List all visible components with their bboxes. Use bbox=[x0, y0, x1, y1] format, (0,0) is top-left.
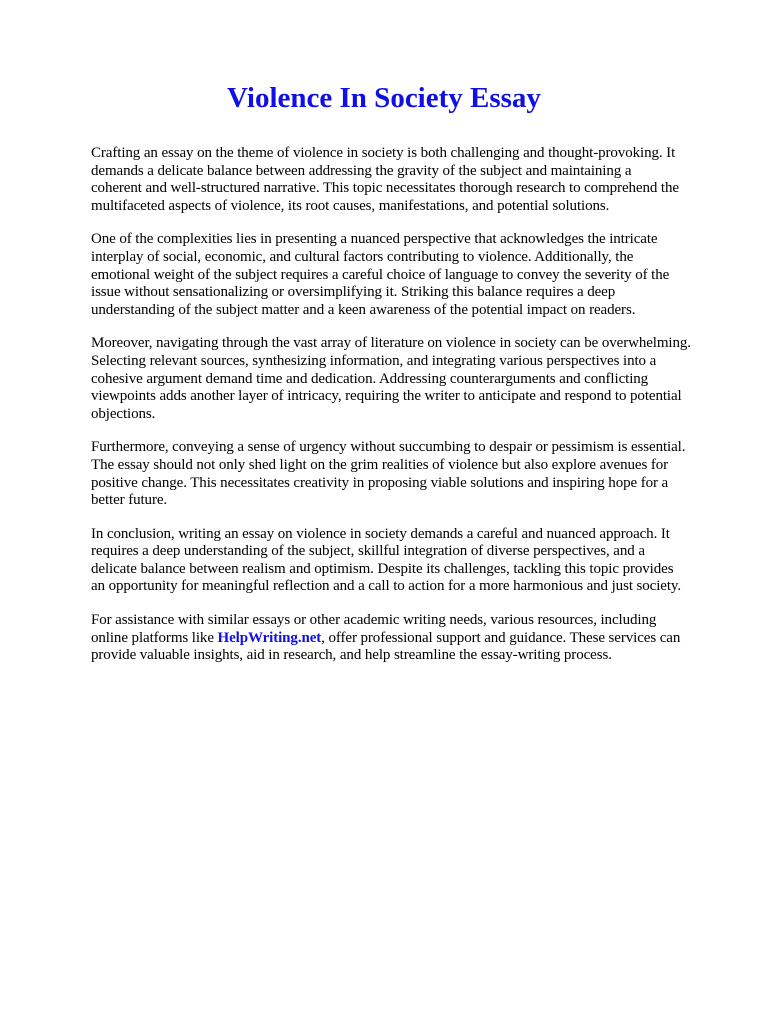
paragraph-line: emotional weight of the subject requires a careful choice of language to convey the severity of the bbox=[91, 266, 670, 283]
paragraph-line: Moreover, navigating through the vast array of literature on violence in society can be overwhelming. bbox=[91, 335, 691, 352]
paragraph-line: provide valuable insights, aid in research, and help streamline the essay-writing process. bbox=[91, 647, 612, 664]
text-before-link: online platforms like bbox=[91, 629, 218, 646]
paragraph-line: The essay should not only shed light on the grim realities of violence but also explore avenues for bbox=[91, 456, 669, 473]
paragraph-1 bbox=[91, 145, 727, 215]
page-title: Violence In Society Essay bbox=[227, 82, 541, 114]
paragraph-line: better future. bbox=[91, 492, 168, 509]
paragraph-line: multifaceted aspects of violence, its root causes, manifestations, and potential solutions. bbox=[91, 197, 610, 214]
text-after-link: , offer professional support and guidance. These services can bbox=[321, 629, 681, 646]
paragraph-line: objections. bbox=[91, 405, 156, 422]
essay-body bbox=[91, 145, 727, 681]
paragraph-line: cohesive argument demand time and dedication. Addressing counterarguments and conflicting bbox=[91, 370, 649, 387]
paragraph-line: viewpoints adds another layer of intricacy, requiring the writer to anticipate and respond to potential bbox=[91, 388, 682, 405]
paragraph-line: coherent and well-structured narrative. This topic necessitates thorough research to comprehend the bbox=[91, 180, 679, 197]
paragraph-line: Furthermore, conveying a sense of urgency without succumbing to despair or pessimism is essential. bbox=[91, 439, 686, 456]
paragraph-line: requires a deep understanding of the subject, skillful integration of diverse perspectives, and a bbox=[91, 543, 645, 560]
paragraph-line: demands a delicate balance between addressing the gravity of the subject and maintaining a bbox=[91, 162, 632, 179]
paragraph-line: interplay of social, economic, and cultural factors contributing to violence. Additionally, the bbox=[91, 248, 634, 265]
paragraph-line: Crafting an essay on the theme of violence in society is both challenging and thought-provoking. It bbox=[91, 145, 676, 161]
paragraph-2 bbox=[91, 231, 727, 319]
paragraph-line: understanding of the subject matter and a keen awareness of the potential impact on readers. bbox=[91, 301, 636, 318]
paragraph-line: positive change. This necessitates creativity in proposing viable solutions and inspiring hope for a bbox=[91, 474, 669, 491]
paragraph-line: delicate balance between realism and optimism. Despite its challenges, tackling this topic provides bbox=[91, 560, 674, 577]
paragraph-line: In conclusion, writing an essay on violence in society demands a careful and nuanced approach. It bbox=[91, 525, 670, 542]
paragraph-line-with-link bbox=[91, 630, 727, 648]
paragraph-6 bbox=[91, 612, 727, 665]
paragraph-line: For assistance with similar essays or other academic writing needs, various resources, including bbox=[91, 612, 657, 629]
paragraph-line: One of the complexities lies in presenting a nuanced perspective that acknowledges the intricate bbox=[91, 231, 658, 248]
paragraph-4 bbox=[91, 439, 727, 509]
paragraph-line: an opportunity for meaningful reflection and a call to action for a more harmonious and just society. bbox=[91, 578, 681, 595]
paragraph-line: issue without sensationalizing or oversimplifying it. Striking this balance requires a deep bbox=[91, 284, 616, 301]
paragraph-5 bbox=[91, 526, 727, 596]
paragraph-line: Selecting relevant sources, synthesizing information, and integrating various perspectives into a bbox=[91, 352, 657, 369]
paragraph-3 bbox=[91, 335, 727, 423]
helpwriting-link[interactable]: HelpWriting.net bbox=[217, 629, 322, 646]
